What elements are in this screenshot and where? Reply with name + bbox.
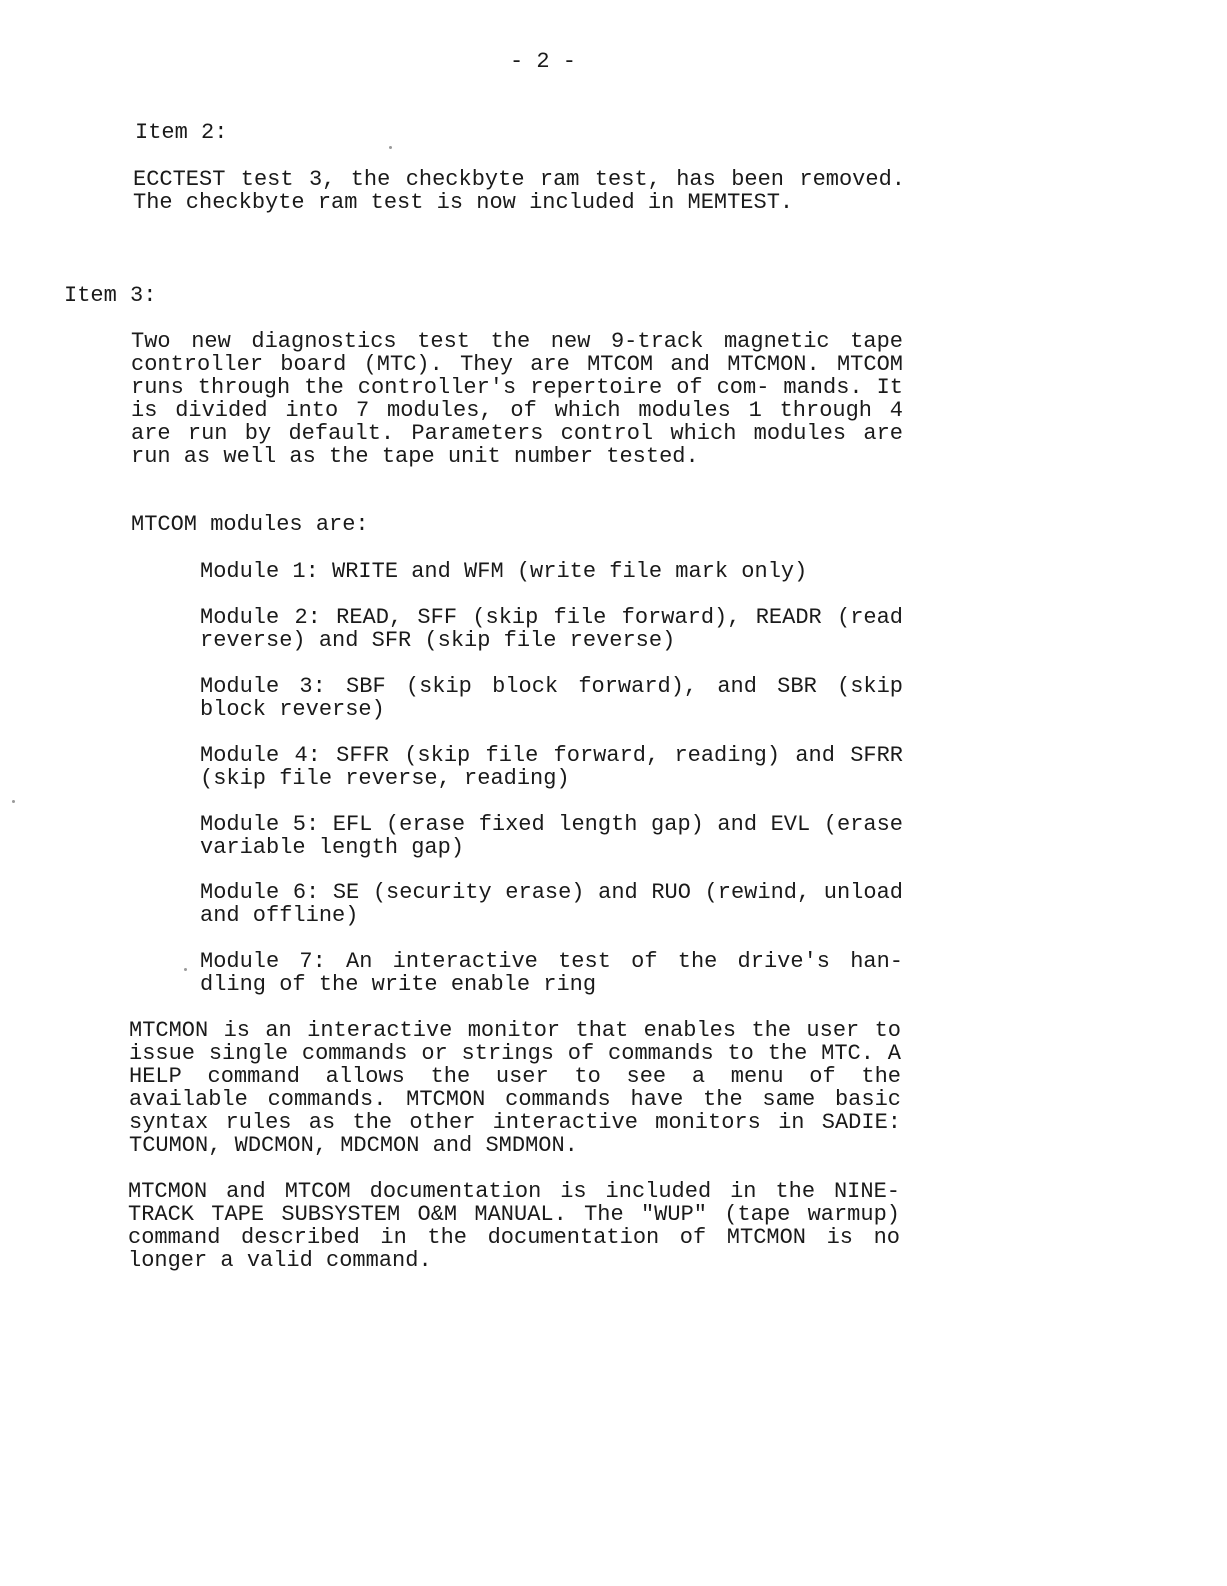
item-2-heading: Item 2: [135, 120, 228, 145]
module-5-description: Module 5: EFL (erase fixed length gap) and EVL (erase variable length gap) [200, 812, 903, 860]
scan-speck [389, 146, 392, 149]
item-2-paragraph: ECCTEST test 3, the checkbyte ram test, has been removed. The checkbyte ram test is now included in MEMTEST. [133, 167, 905, 215]
scan-speck [184, 968, 187, 971]
item-3-heading: Item 3: [64, 283, 157, 308]
module-4-description: Module 4: SFFR (skip file forward, reading) and SFRR (skip file reverse, reading) [200, 743, 903, 791]
module-3-description: Module 3: SBF (skip block forward), and SBR (skip block reverse) [200, 674, 903, 722]
module-7-description: Module 7: An interactive test of the drive's han- dling of the write enable ring [200, 949, 903, 997]
page-number: - 2 - [510, 49, 577, 74]
scan-speck [12, 800, 15, 803]
item-3-intro-paragraph: Two new diagnostics test the new 9-track magnetic tape controller board (MTC). They are MTCOM and MTCMON. MTCOM runs through the controller's repertoire of com- mands. It is divided into 7 modules, of which modules 1 through 4 are run by default. Parameters control which modules are run as well as the tape unit number tested. [131, 329, 903, 469]
module-1-description: Module 1: WRITE and WFM (write file mark only) [200, 559, 808, 584]
mtcmon-paragraph: MTCMON is an interactive monitor that enables the user to issue single commands or strings of commands to the MTC. A HELP command allows the user to see a menu of the available commands. MTCMON commands have the same basic syntax rules as the other interactive monitors in SADIE: TCUMON, WDCMON, MDCMON and SMDMON. [129, 1018, 901, 1158]
module-2-description: Module 2: READ, SFF (skip file forward), READR (read reverse) and SFR (skip file reverse) [200, 605, 903, 653]
documentation-paragraph: MTCMON and MTCOM documentation is included in the NINE-TRACK TAPE SUBSYSTEM O&M MANUAL. The "WUP" (tape warmup) command described in the documentation of MTCMON is no longer a valid command. [128, 1179, 900, 1273]
module-6-description: Module 6: SE (security erase) and RUO (rewind, unload and offline) [200, 880, 903, 928]
modules-intro: MTCOM modules are: [131, 512, 369, 537]
